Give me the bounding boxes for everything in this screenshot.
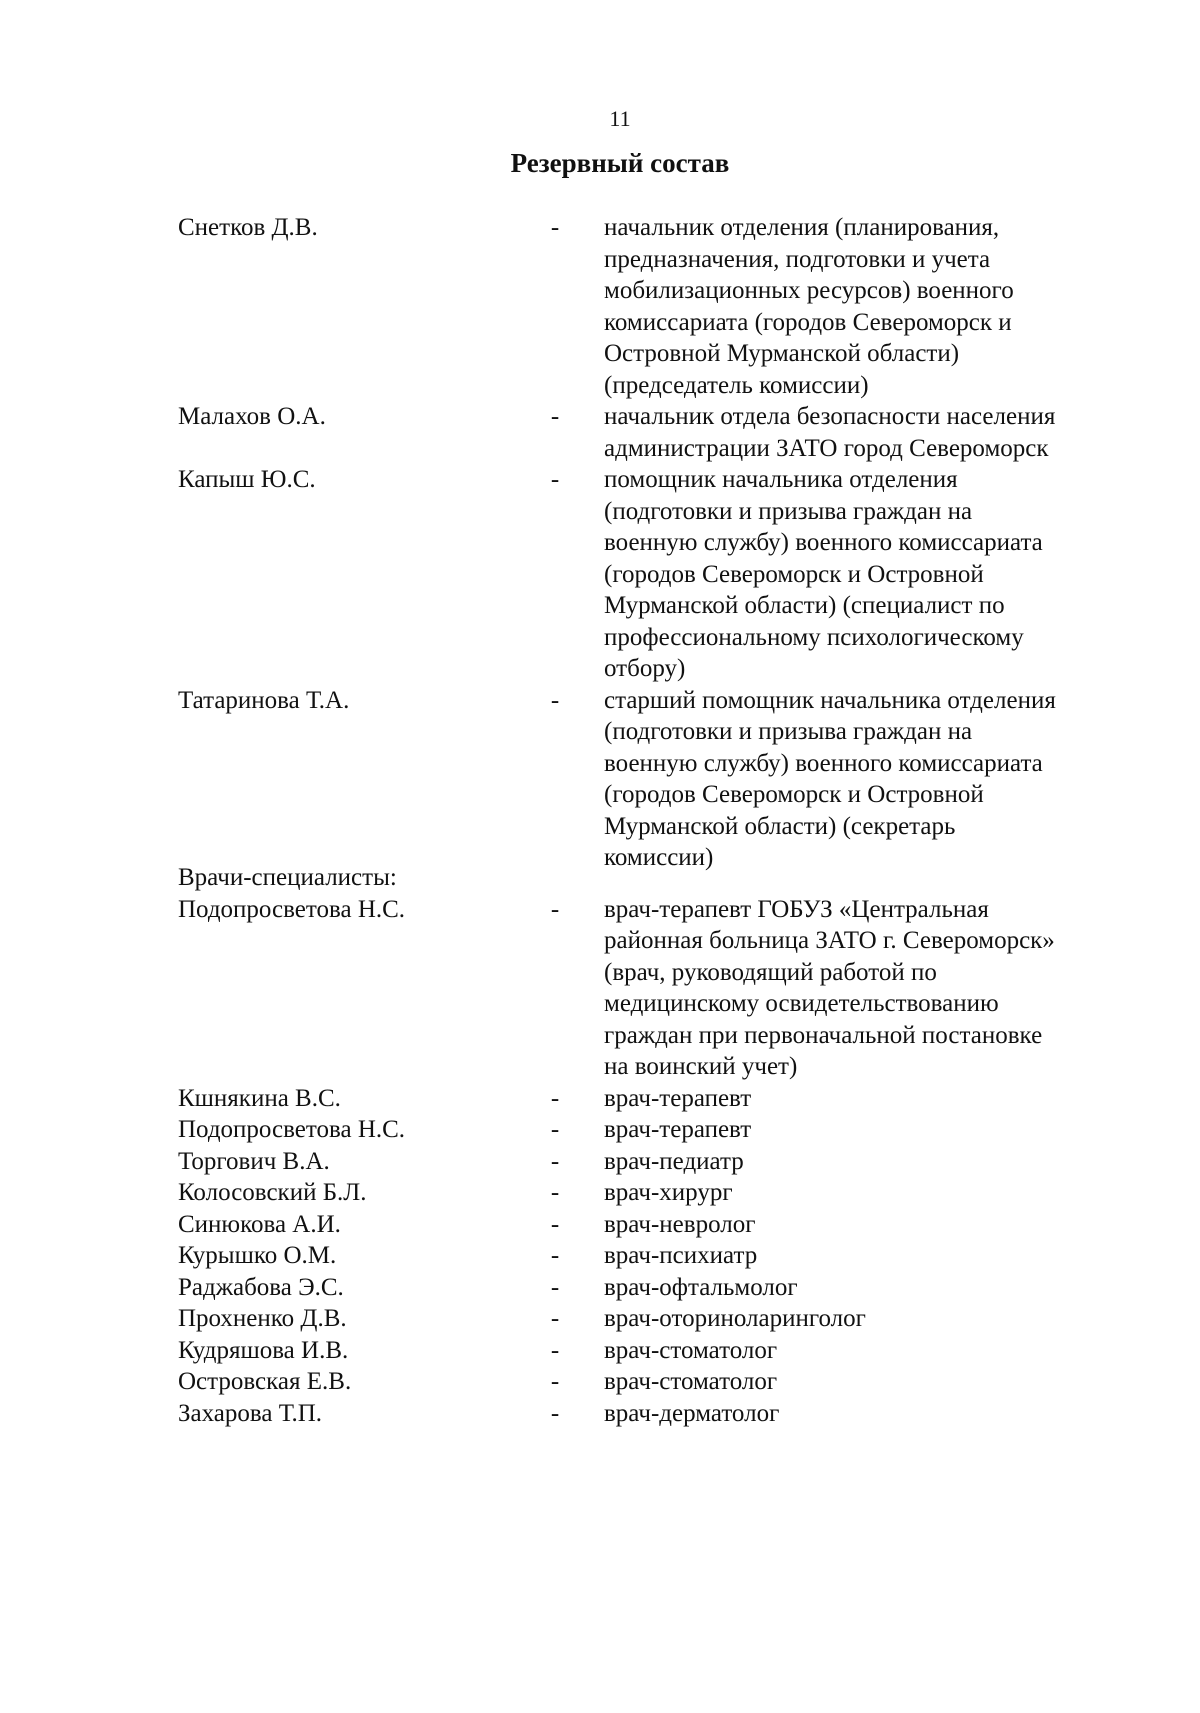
lead-doctor-row: [0, 894, 1200, 1083]
doctor-row: [0, 1177, 1200, 1209]
doctor-name: Колосовский Б.Л.: [178, 1179, 367, 1206]
doctor-name: Синюкова А.И.: [178, 1210, 341, 1238]
dash-separator: -: [550, 1305, 560, 1332]
dash-separator: -: [550, 1273, 560, 1301]
page-number: 11: [609, 106, 631, 131]
member-role: старший помощник начальника отделения (подготовки и призыва граждан на военную службу) военного комиссариата (городов Североморск и Островной Мурманской области) (секретарь комиссии): [604, 686, 1056, 871]
dash-separator: -: [550, 1336, 560, 1364]
dash-separator: -: [550, 403, 560, 430]
dash-separator: -: [550, 1242, 560, 1269]
doctor-name: Кудряшова И.В.: [178, 1336, 349, 1364]
doctor-role: врач-терапевт ГОБУЗ «Центральная районная больница ЗАТО г. Североморск» (врач, руководящий работой по медицинскому освидетельствованию граждан при первоначальной постановке на воинский учет): [604, 895, 1055, 1080]
dash-separator: -: [550, 1179, 560, 1206]
dash-separator: -: [550, 214, 560, 241]
member-row: [0, 685, 1200, 874]
doctor-role: врач-хирург: [604, 1179, 733, 1206]
doctor-row: [0, 1209, 1200, 1241]
doctor-role: врач-психиатр: [604, 1242, 758, 1269]
doctor-row: [0, 1398, 1200, 1430]
doctor-row: [0, 1335, 1200, 1367]
doctor-role: врач-педиатр: [604, 1147, 744, 1175]
member-role: начальник отделения (планирования, предназначения, подготовки и учета мобилизационных ресурсов) военного комиссариата (городов Североморск и Островной Мурманской области) (председатель комиссии): [604, 214, 1014, 399]
dash-separator: -: [550, 1399, 560, 1427]
doctor-name: Кшнякина В.С.: [178, 1084, 341, 1112]
dash-separator: -: [550, 1210, 560, 1238]
member-name: Татаринова Т.А.: [178, 686, 350, 714]
dash-separator: -: [550, 466, 560, 493]
doctor-role: врач-невролог: [604, 1210, 756, 1238]
doctor-row: [0, 1114, 1200, 1146]
doctor-role: врач-офтальмолог: [604, 1273, 798, 1301]
doctor-role: врач-стоматолог: [604, 1336, 778, 1364]
member-role: помощник начальника отделения (подготовки и призыва граждан на военную службу) военного комиссариата (городов Североморск и Островной Мурманской области) (специалист по профессиональному психологическому отбору): [604, 466, 1043, 682]
doctor-role: врач-стоматолог: [604, 1368, 778, 1395]
document-title: Резервный состав: [510, 148, 730, 178]
doctor-name: Островская Е.В.: [178, 1368, 352, 1395]
doctor-row: [0, 1083, 1200, 1115]
dash-separator: -: [550, 1368, 560, 1395]
doctor-name: Торгович В.А.: [178, 1147, 330, 1175]
doctor-name: Подопросветова Н.С.: [178, 1116, 406, 1143]
doctor-row: [0, 1272, 1200, 1304]
doctor-name: Прохненко Д.В.: [178, 1305, 347, 1332]
dash-separator: -: [550, 686, 560, 714]
specialists-label: Врачи-специалисты:: [178, 864, 397, 891]
doctor-row: [0, 1146, 1200, 1178]
doctor-row: [0, 1240, 1200, 1272]
main-members-list: [0, 212, 1200, 874]
dash-separator: -: [550, 1116, 560, 1143]
member-row: [0, 212, 1200, 401]
doctor-name: Захарова Т.П.: [178, 1399, 323, 1427]
doctor-name: Подопросветова Н.С.: [178, 895, 406, 923]
dash-separator: -: [550, 895, 560, 923]
doctor-name: Курышко О.М.: [178, 1242, 337, 1269]
doctor-row: [0, 1303, 1200, 1335]
member-row: [0, 464, 1200, 685]
specialists-section: [0, 862, 1200, 1429]
doctor-row: [0, 1366, 1200, 1398]
member-name: Снетков Д.В.: [178, 214, 318, 241]
doctor-role: врач-терапевт: [604, 1116, 752, 1143]
doctor-name: Раджабова Э.С.: [178, 1273, 344, 1301]
doctor-role: врач-терапевт: [604, 1084, 752, 1112]
doctor-role: врач-дерматолог: [604, 1399, 780, 1427]
doctor-role: врач-оториноларинголог: [604, 1305, 866, 1332]
member-name: Капыш Ю.С.: [178, 466, 316, 493]
dash-separator: -: [550, 1084, 560, 1112]
member-name: Малахов О.А.: [178, 403, 326, 430]
member-row: [0, 401, 1200, 464]
member-role: начальник отдела безопасности населения администрации ЗАТО город Североморск: [604, 403, 1056, 462]
dash-separator: -: [550, 1147, 560, 1175]
